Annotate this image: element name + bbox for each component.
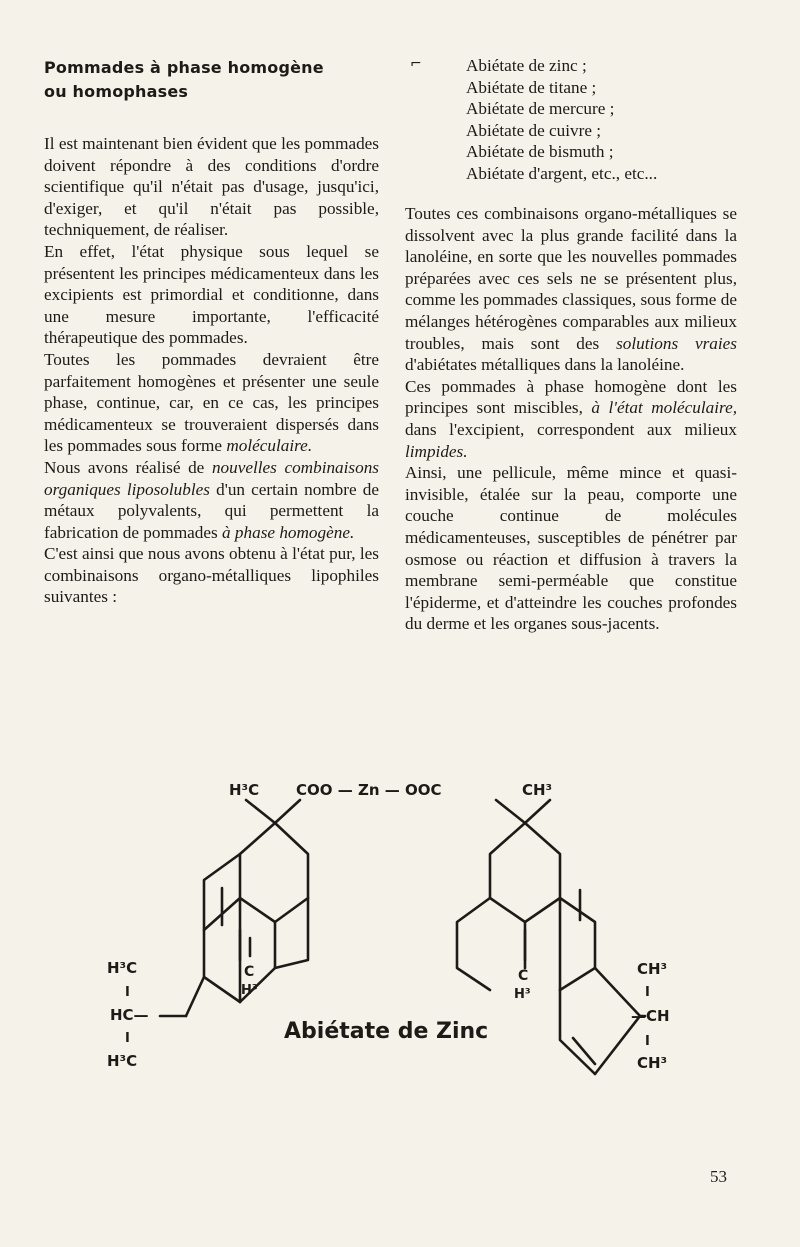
formula-label: H³C — [107, 959, 138, 977]
paragraph — [44, 457, 379, 543]
paragraph-text: dans l'excipient, correspondent aux milieux — [405, 419, 737, 439]
formula-label: H³ — [514, 987, 531, 1002]
paragraph-text: C'est ainsi que nous avons obtenu à l'état pur, les combinaisons organo-métalliques lipophiles suivantes : — [44, 544, 379, 607]
paragraph — [405, 203, 737, 376]
emphasis: à phase homogène. — [222, 522, 355, 542]
emphasis: moléculaire. — [226, 436, 313, 456]
left-ring-system — [160, 800, 308, 1016]
heading-line-2: ou homophases — [44, 82, 189, 101]
paragraph — [44, 349, 379, 457]
paragraph — [44, 133, 379, 241]
paragraph — [405, 376, 737, 462]
paragraph-text: Ainsi, une pellicule, même mince et quasi-invisible, étalée sur la peau, comporte une couche continue de molécules médicamenteuses, susceptibles de pénétrer par osmose ou réaction et diffusion à travers la membrane semi-perméable que constitue l'épiderme, et d'atteindre les couches profondes du derme et les organes sous-jacents. — [405, 463, 737, 634]
list-item: Abiétate de cuivre ; — [466, 120, 602, 140]
formula-label: CH³ — [522, 781, 553, 799]
paragraph-text: Nous avons réalisé de — [44, 457, 205, 477]
formula-label: C — [518, 968, 529, 984]
formula-label: COO — Zn — OOC — [296, 781, 442, 799]
paragraph — [44, 543, 379, 608]
section-heading — [44, 56, 394, 104]
formula-label: I — [645, 1034, 650, 1049]
zinc-abietate-structure — [0, 770, 800, 1090]
list-item: Abiétate d'argent, etc., etc... — [466, 163, 658, 183]
compound-list — [466, 55, 766, 185]
paragraph-text: En effet, l'état physique sous lequel se présentent les principes médicamenteux dans les excipients est primordial et conditionne, dans une mesure importante, l'efficacité thérapeutique des pommades. — [44, 241, 379, 348]
emphasis: solutions vraies — [616, 333, 737, 353]
formula-label: I — [645, 985, 650, 1000]
page-number: 53 — [710, 1167, 727, 1186]
left-column — [44, 133, 379, 608]
emphasis: nouvelles combinaisons organiques liposolubles — [44, 457, 379, 499]
formula-label: CH³ — [637, 960, 668, 978]
paragraph-text: Il est maintenant bien évident que les pommades doivent répondre à des conditions d'ordre scientifique qu'il n'était pas d'usage, jusqu'ici, d'exiger, et qu'il n'était pas possible, techniquement, de réaliser. — [44, 134, 379, 240]
paragraph-text: Ces pommades à phase homogène dont les principes sont miscibles, — [405, 376, 737, 418]
right-column — [405, 203, 737, 635]
paragraph — [44, 241, 379, 349]
paragraph-text: Toutes les pommades devraient être parfaitement homogènes et présenter une seule phase, continue, car, en ce cas, les principes médicamenteux se trouveraient dispersés dans les pommades sous forme — [44, 349, 379, 456]
formula-caption: Abiétate de Zinc — [284, 1019, 489, 1044]
paragraph-text: d'abiétates métalliques dans la lanoléine. — [405, 355, 685, 375]
list-item: Abiétate de bismuth ; — [466, 142, 614, 162]
formula-label: H³C — [229, 781, 260, 799]
margin-mark: ⌐ — [410, 56, 422, 72]
formula-label: H³C — [107, 1052, 138, 1070]
formula-label: —CH — [631, 1007, 670, 1025]
formula-label: CH³ — [637, 1054, 668, 1072]
formula-label: HC— — [110, 1006, 149, 1024]
emphasis: à l'état moléculaire, — [591, 398, 738, 418]
paragraph-text: d'un certain nombre de métaux polyvalents, qui permettent la fabrication de pommades — [44, 479, 379, 542]
list-item: Abiétate de titane ; — [466, 77, 597, 97]
paragraph — [405, 462, 737, 635]
list-item: Abiétate de mercure ; — [466, 99, 615, 119]
emphasis: limpides. — [405, 441, 468, 461]
list-item: Abiétate de zinc ; — [466, 56, 587, 75]
formula-label: H³ — [241, 983, 258, 998]
formula-label: C — [244, 964, 255, 980]
formula-label: I — [125, 985, 130, 1000]
formula-label: I — [125, 1031, 130, 1046]
heading-line-1: Pommades à phase homogène — [44, 58, 324, 77]
paragraph-text: Toutes ces combinaisons organo-métalliques se dissolvent avec la plus grande facilité dans la lanoléine, en sorte que les nouvelles pommades préparées avec ces sels ne se présentent plus, comme les pommades classiques, sous forme de mélanges hétérogènes comparables aux milieux troubles, mais sont des — [405, 204, 737, 353]
